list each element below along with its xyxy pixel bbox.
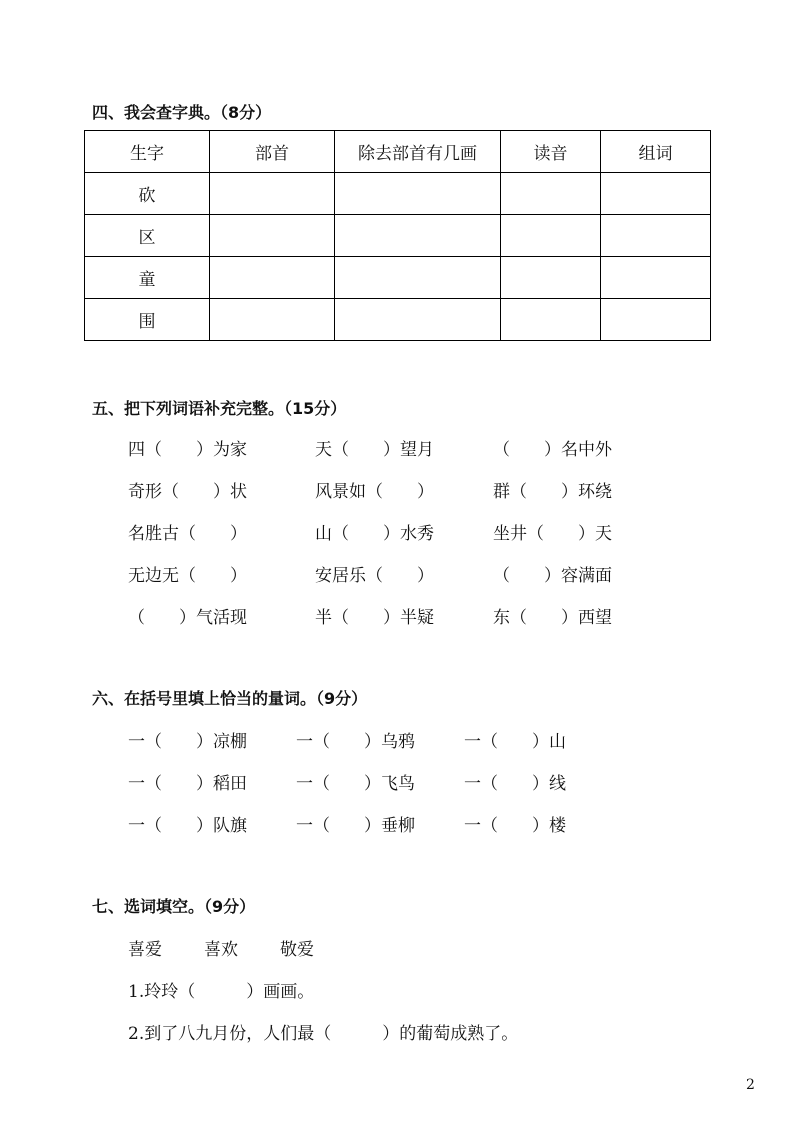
idiom-item: （ ）名中外 [493,440,612,460]
table-row [85,299,711,341]
dictionary-table [84,130,711,341]
idiom-item: 风景如（ ） [315,482,434,502]
blank-cell[interactable] [501,215,601,257]
measure-word-item: 一（ ）乌鸦 [296,732,415,752]
word-choice: 敬爱 [280,940,314,960]
blank-cell[interactable] [210,299,335,341]
blank-cell[interactable] [335,299,501,341]
idiom-item: 半（ ）半疑 [315,608,434,628]
question-2: 2.到了八九月份，人们最（ ）的葡萄成熟了。 [128,1024,519,1044]
idiom-item: 天（ ）望月 [315,440,434,460]
question-1: 1.玲玲（ ）画画。 [128,982,315,1002]
blank-cell[interactable] [501,257,601,299]
header-cell: 读音 [501,131,601,173]
word-choice: 喜欢 [204,940,238,960]
header-cell: 生字 [85,131,210,173]
blank-cell[interactable] [335,215,501,257]
section-6-title: 六、在括号里填上恰当的量词。（9分） [92,689,368,708]
section-4-title: 四、我会查字典。（8分） [92,103,272,122]
blank-cell[interactable] [335,173,501,215]
section-5-title: 五、把下列词语补充完整。（15分） [92,399,347,418]
idiom-item: 坐井（ ）天 [493,524,612,544]
idiom-item: 安居乐（ ） [315,566,434,586]
idiom-item: 奇形（ ）状 [128,482,247,502]
measure-word-item: 一（ ）稻田 [128,774,247,794]
idiom-item: （ ）容满面 [493,566,612,586]
measure-word-item: 一（ ）线 [464,774,566,794]
char-cell: 砍 [85,173,210,215]
blank-cell[interactable] [601,257,711,299]
page-number: 2 [746,1077,755,1093]
header-cell: 组词 [601,131,711,173]
idiom-item: 无边无（ ） [128,566,247,586]
char-cell: 区 [85,215,210,257]
blank-cell[interactable] [501,173,601,215]
idiom-item: 山（ ）水秀 [315,524,434,544]
char-cell: 童 [85,257,210,299]
table-row [85,257,711,299]
measure-word-item: 一（ ）凉棚 [128,732,247,752]
blank-cell[interactable] [210,173,335,215]
idiom-item: 群（ ）环绕 [493,482,612,502]
idiom-item: （ ）气活现 [128,608,247,628]
header-cell: 部首 [210,131,335,173]
blank-cell[interactable] [210,215,335,257]
blank-cell[interactable] [501,299,601,341]
blank-cell[interactable] [601,215,711,257]
char-cell: 围 [85,299,210,341]
idiom-item: 名胜古（ ） [128,524,247,544]
idiom-item: 东（ ）西望 [493,608,612,628]
blank-cell[interactable] [335,257,501,299]
table-header-row [85,131,711,173]
word-choice: 喜爱 [128,940,162,960]
measure-word-item: 一（ ）楼 [464,816,566,836]
table-row [85,215,711,257]
blank-cell[interactable] [210,257,335,299]
blank-cell[interactable] [601,299,711,341]
measure-word-item: 一（ ）山 [464,732,566,752]
section-7-title: 七、选词填空。（9分） [92,897,256,916]
measure-word-item: 一（ ）飞鸟 [296,774,415,794]
header-cell: 除去部首有几画 [335,131,501,173]
blank-cell[interactable] [601,173,711,215]
idiom-item: 四（ ）为家 [128,440,247,460]
table-row [85,173,711,215]
measure-word-item: 一（ ）队旗 [128,816,247,836]
measure-word-item: 一（ ）垂柳 [296,816,415,836]
